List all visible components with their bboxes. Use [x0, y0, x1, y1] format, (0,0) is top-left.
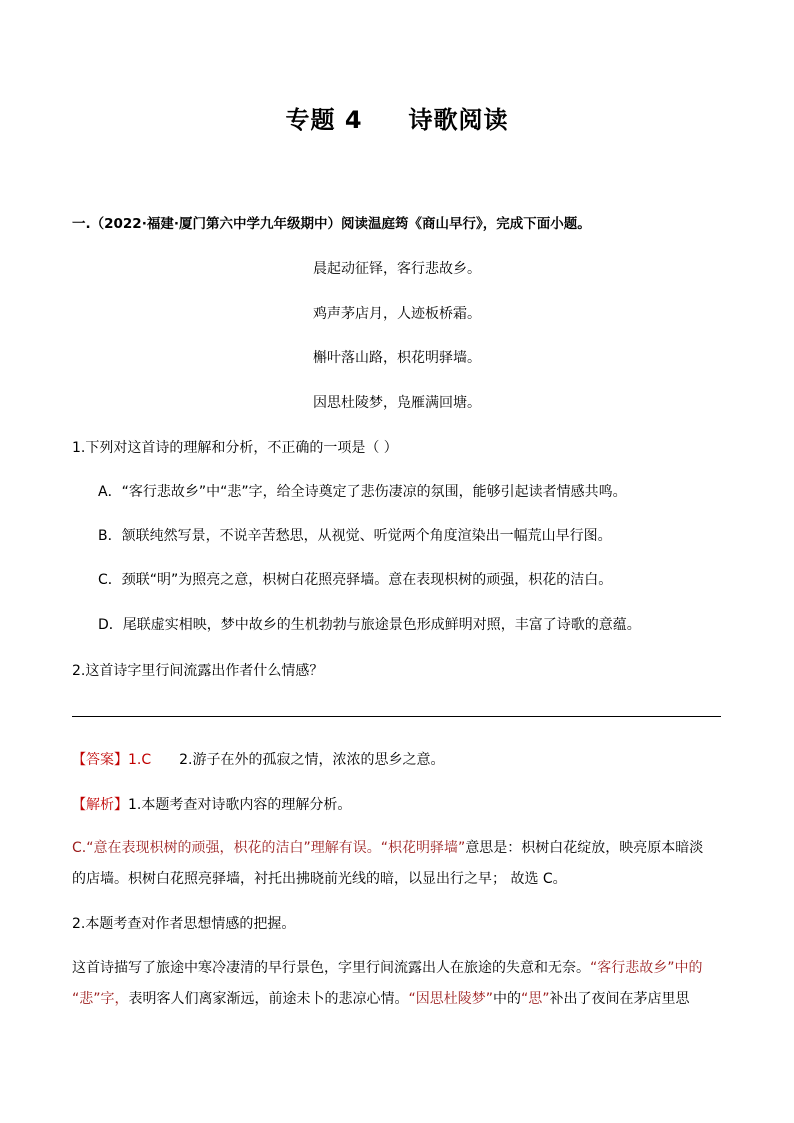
- page-title: [0, 100, 794, 135]
- title-topic-name: 诗歌阅读: [408, 106, 509, 134]
- answer-q2: 2.游子在外的孤寂之情，浓浓的思乡之意。: [179, 752, 445, 768]
- question-2-stem: 2.这首诗字里行间流露出作者什么情感？: [72, 663, 324, 679]
- answer-label: 【答案】: [72, 752, 128, 768]
- answer-blank-line: [72, 716, 721, 717]
- answer-block: [72, 749, 445, 769]
- analysis-paragraph-line-1: [72, 957, 703, 977]
- title-topic-number: 专题 4: [285, 106, 363, 134]
- analysis-p2-e: 补出了夜间在茅店里思: [549, 991, 690, 1007]
- analysis-p2-a: “悲”字，: [72, 991, 129, 1007]
- analysis-p2-d: “思”: [521, 991, 550, 1007]
- answer-q1: 1.C: [128, 752, 152, 768]
- option-d: D．尾联虚实相映，梦中故乡的生机勃勃与旅途景色形成鲜明对照，丰富了诗歌的意蕴。: [98, 617, 641, 633]
- poem-line-3: 槲叶落山路，枳花明驿墙。: [313, 350, 481, 366]
- analysis-intro: 1.本题考查对诗歌内容的理解分析。: [128, 797, 352, 813]
- analysis-c-rest: 意思是：枳树白花绽放，映亮原本暗淡: [465, 840, 704, 856]
- analysis-label: 【解析】: [72, 797, 128, 813]
- analysis-c-line-1: [72, 837, 703, 857]
- option-c: C．颈联“明”为照亮之意，枳树白花照亮驿墙。意在表现枳树的顽强，枳花的洁白。: [98, 572, 613, 588]
- poem-line-2: 鸡声茅店月，人迹板桥霜。: [313, 306, 481, 322]
- question-heading: 一.（2022·福建·厦门第六中学九年级期中）阅读温庭筠《商山早行》，完成下面小题。: [72, 216, 591, 232]
- analysis-p1-quote: “客行悲故乡”中的: [590, 960, 703, 976]
- analysis-block: [72, 794, 351, 814]
- poem-line-1: 晨起动征铎，客行悲故乡。: [313, 261, 481, 277]
- analysis-c-quote: C.“意在表现枳树的顽强，枳花的洁白”理解有误。“枳花明驿墙”: [72, 840, 466, 856]
- analysis-p2-quote: “因思杜陵梦”: [408, 991, 494, 1007]
- poem-line-4: 因思杜陵梦，凫雁满回塘。: [313, 395, 481, 411]
- analysis-p2-b: 表明客人们离家渐远，前途未卜的悲凉心情。: [128, 991, 409, 1007]
- option-a: A．“客行悲故乡”中“悲”字，给全诗奠定了悲伤凄凉的氛围，能够引起读者情感共鸣。: [98, 484, 627, 500]
- question-1-stem: 1.下列对这首诗的理解和分析，不正确的一项是（ ）: [72, 440, 398, 456]
- analysis-p2-c: 中的: [493, 991, 522, 1007]
- analysis-p1: 这首诗描写了旅途中寒冷凄清的早行景色，字里行间流露出人在旅途的失意和无奈。: [72, 960, 590, 976]
- analysis-c-line-2: 的店墙。枳树白花照亮驿墙，衬托出拂晓前光线的暗，以显出行之早； 故选 C。: [72, 871, 567, 887]
- analysis-q2-intro: 2.本题考查对作者思想情感的把握。: [72, 916, 296, 932]
- option-b: B．颔联纯然写景，不说辛苦愁思，从视觉、听觉两个角度渲染出一幅荒山早行图。: [98, 528, 612, 544]
- analysis-paragraph-line-2: [72, 988, 690, 1008]
